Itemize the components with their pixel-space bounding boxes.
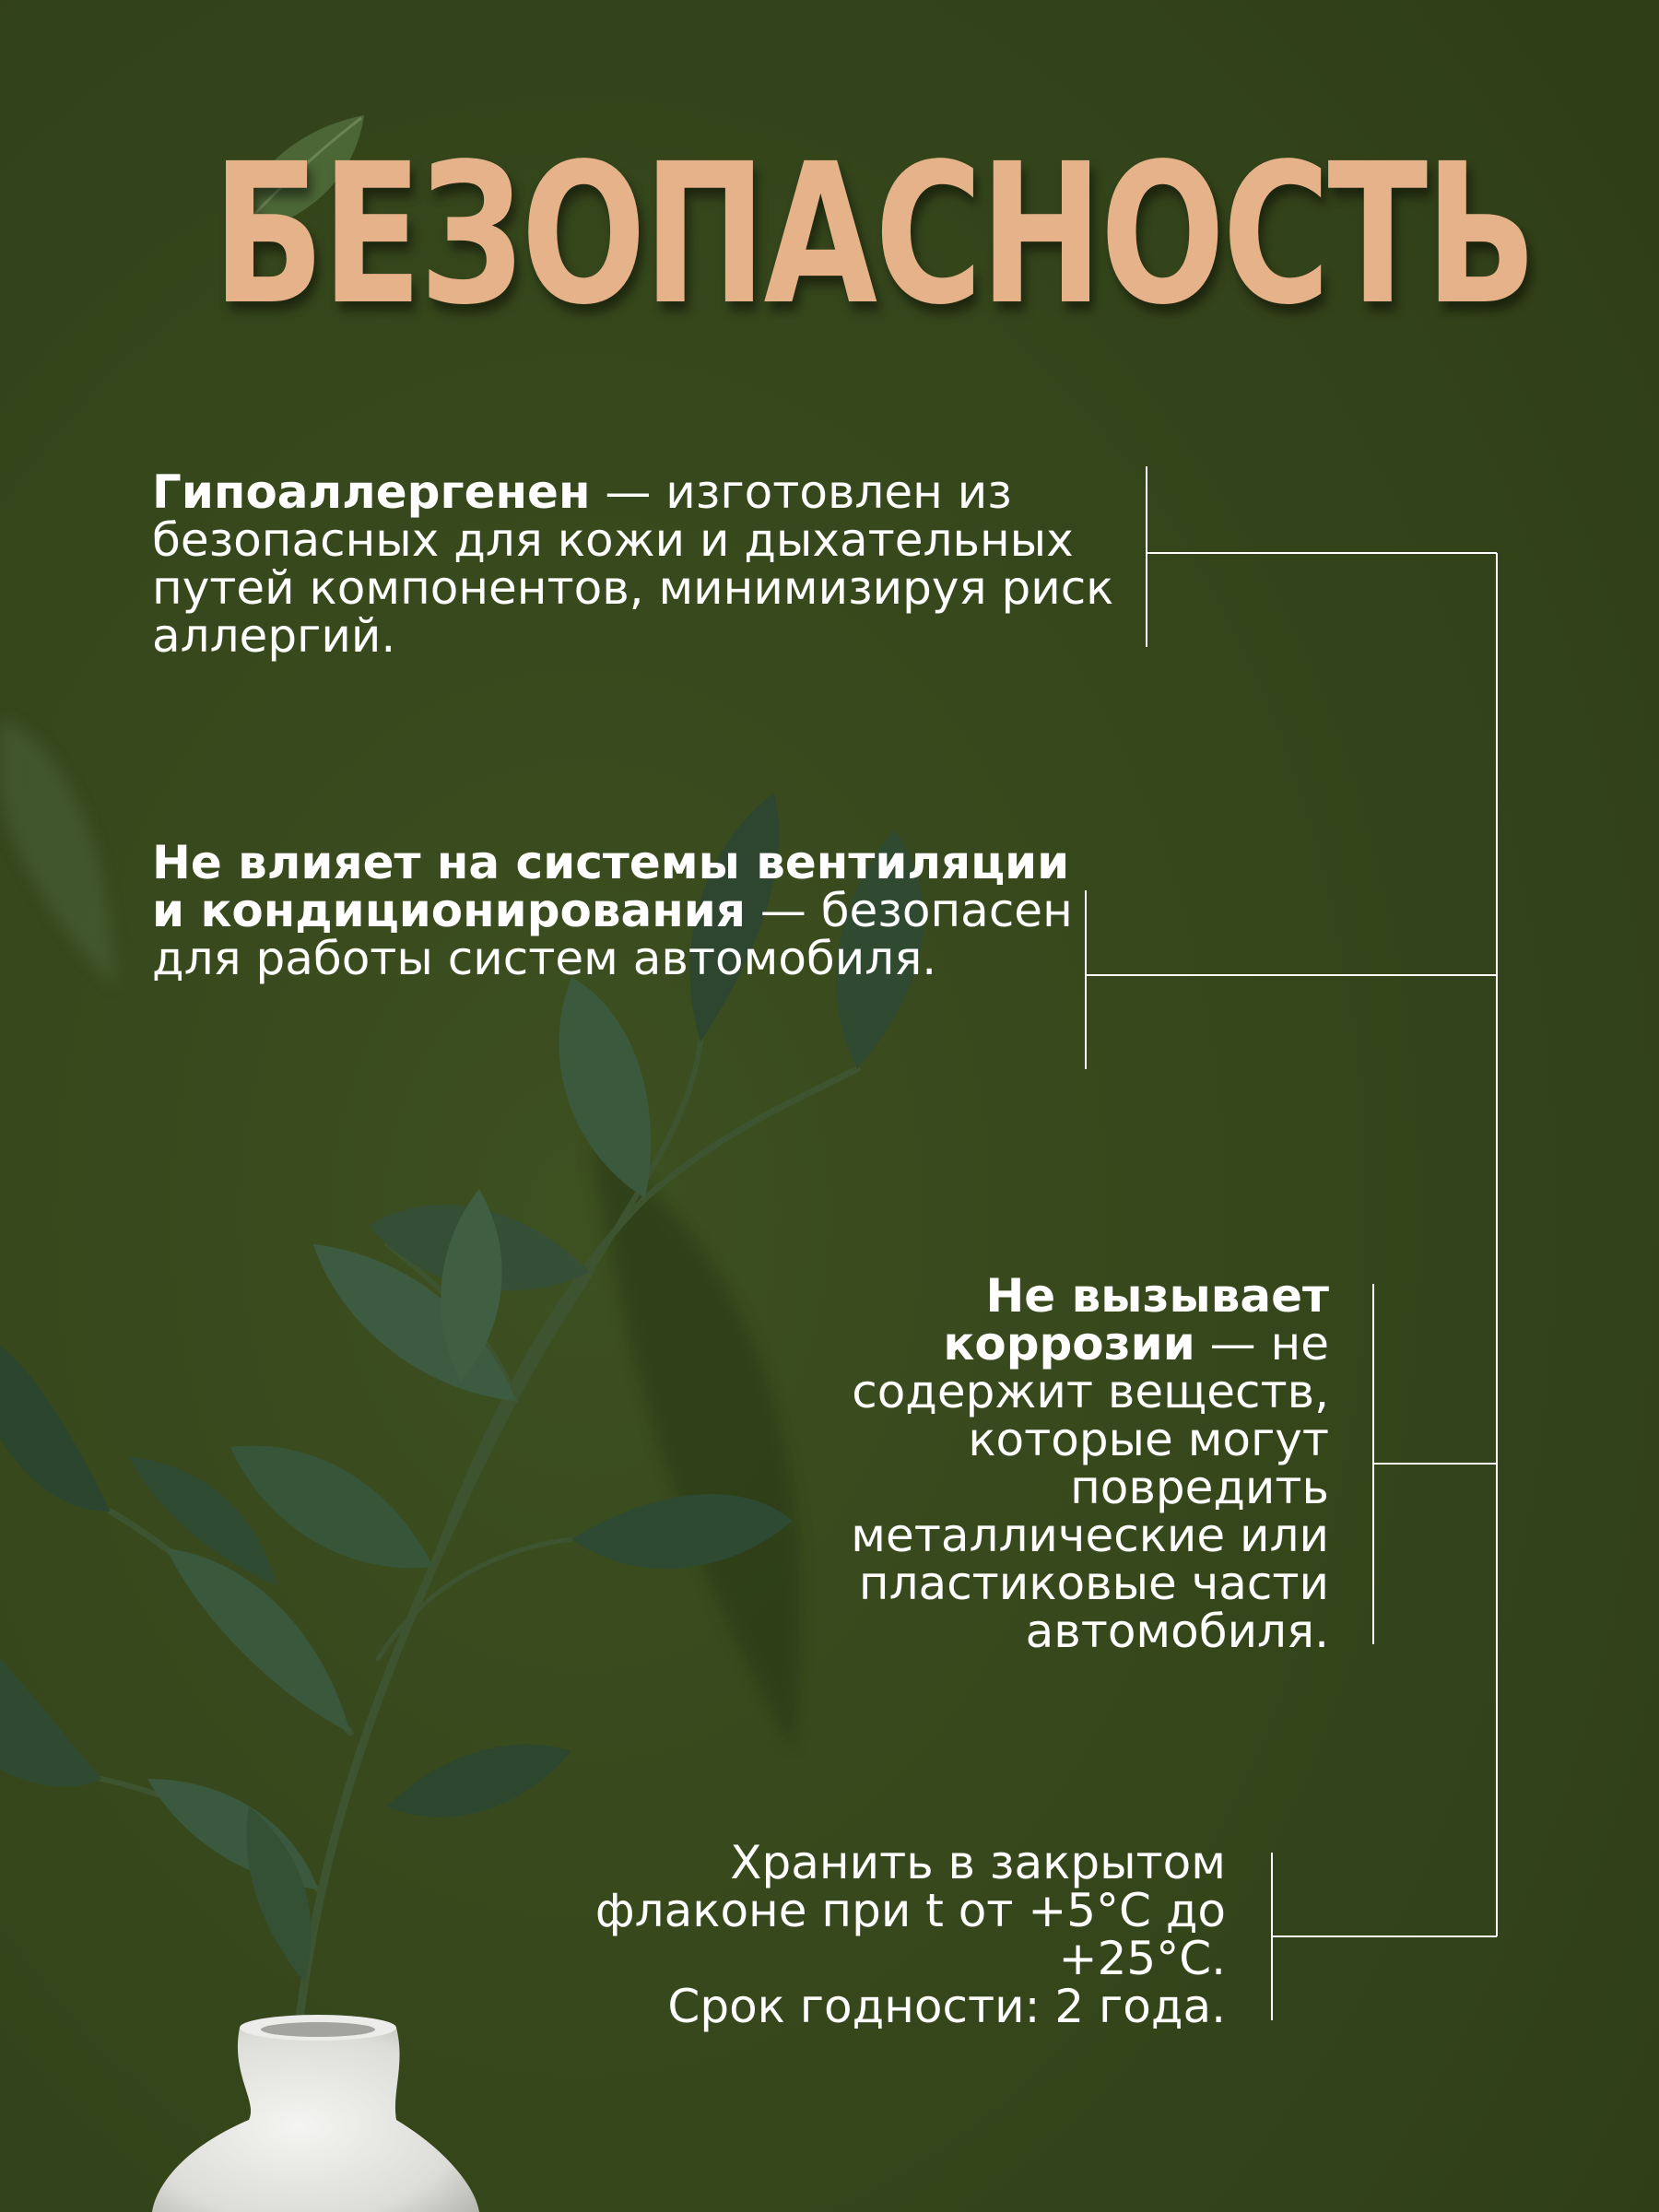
feature-description: — изготовлен из безопасных для кожи и дыхательных путей компонентов, минимизируя риск аллергий. [152,465,1114,663]
feature-description: — не содержит веществ, которые могут повредить металлические или пластиковые части автомобиля. [851,1317,1329,1658]
shelf-life: Срок годности: 2 года. [667,1980,1226,2033]
feature-description: — безопасен для работы систем автомобиля. [152,884,1073,985]
storage-conditions: Хранить в закрытом флаконе при t от +5°С до +25°С. [594,1836,1226,1985]
feature-heading: Не влияет на системы вентиляции и кондиционирования [152,836,1070,937]
page-title: БЕЗОПАСНОСТЬ [212,122,1535,347]
feature-heading: Гипоаллергенен [152,465,591,519]
feature-heading: Не вызывает коррозии [943,1269,1329,1371]
